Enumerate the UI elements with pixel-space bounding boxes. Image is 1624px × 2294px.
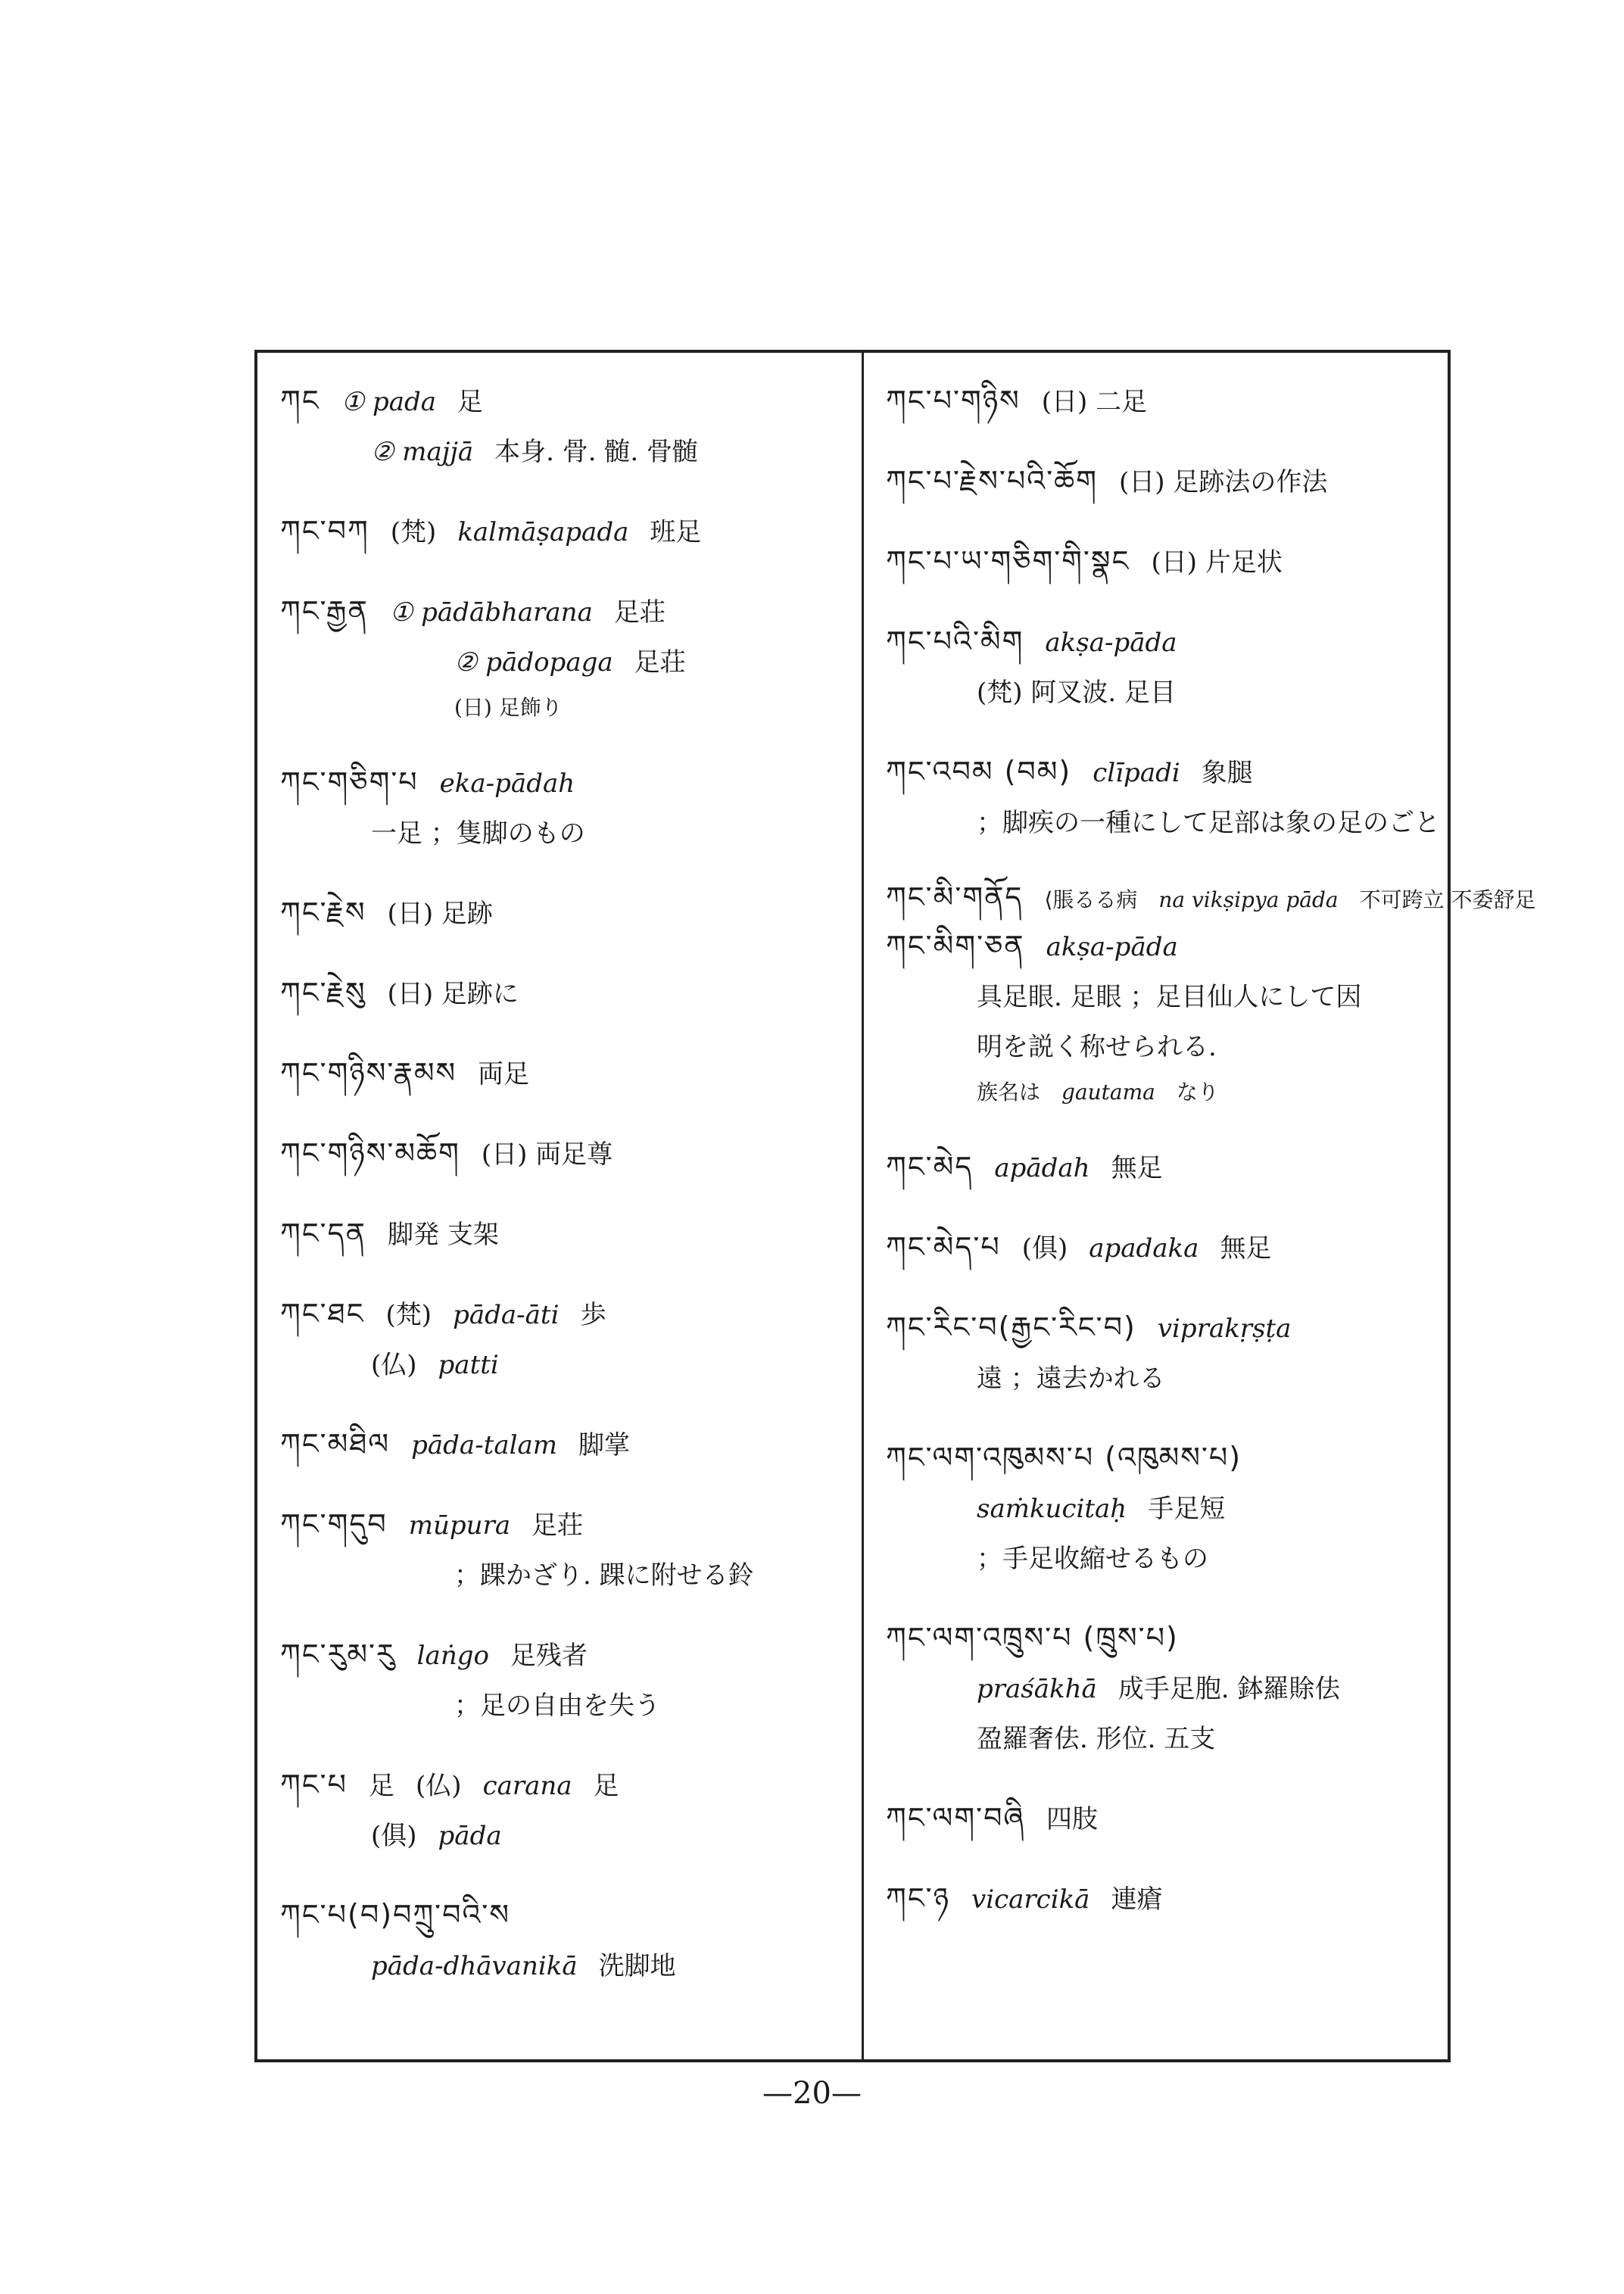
gloss-text: (俱) <box>1021 1233 1068 1264</box>
gloss-text: 足荘 <box>634 647 686 678</box>
tibetan-headword: ཀང་མིག་ཅན <box>886 929 1025 962</box>
entry-headline <box>280 506 844 557</box>
tibetan-headword: ཀང་ལག་བཞི <box>886 1801 1026 1834</box>
dictionary-entry <box>886 1432 1431 1584</box>
dictionary-entry <box>280 1128 844 1180</box>
tibetan-headword: ཀང་རིང་བ(རྒྱང་རིང་བ) <box>886 1311 1136 1344</box>
tibetan-headword: ཀང་པའི་མིག <box>886 625 1024 658</box>
entry-headline <box>886 1873 1431 1925</box>
dictionary-entry <box>280 887 844 939</box>
gloss-text: (梵) <box>390 517 437 547</box>
entry-headline <box>280 1759 844 1811</box>
dictionary-entry <box>280 506 844 557</box>
entry-headline <box>280 1289 844 1340</box>
entry-gloss-line <box>280 427 844 477</box>
gloss-text: 成手足胞. 鉢羅賖佉 <box>1117 1674 1341 1704</box>
dictionary-entry <box>280 1499 844 1601</box>
gloss-text: 四肢 <box>1046 1804 1099 1834</box>
tibetan-headword: ཀང་རུམ་རུ <box>280 1638 396 1671</box>
romanized-term: apadaka <box>1089 1233 1199 1264</box>
dictionary-entry <box>280 376 844 477</box>
entry-headline <box>886 456 1431 507</box>
tibetan-headword: ཀང་པ <box>280 1768 348 1801</box>
gloss-text: 足荘 <box>613 597 665 628</box>
romanized-term: akṣa-pāda <box>1046 932 1178 962</box>
romanized-term: gautama <box>1061 1080 1155 1105</box>
gloss-text: 足 <box>457 387 484 417</box>
romanized-term: ① pada <box>341 387 437 417</box>
romanized-term: carana <box>482 1771 572 1801</box>
gloss-text: 班足 <box>650 517 702 547</box>
entry-gloss-line <box>886 1354 1431 1404</box>
entry-headline <box>280 1629 844 1681</box>
gloss-text: ；踝かざり. 踝に附せる鈴 <box>454 1560 754 1591</box>
dictionary-entry <box>886 536 1431 588</box>
gloss-text: 無足 <box>1220 1233 1272 1264</box>
gloss-text: (日) 足跡法の作法 <box>1119 467 1328 497</box>
tibetan-headword: ཀང་གཉིས་རྣམས <box>280 1056 457 1089</box>
gloss-text: ⟨脹るる病 <box>1044 887 1138 912</box>
romanized-term: clīpadi <box>1093 758 1180 788</box>
entry-headline <box>280 376 844 427</box>
entry-gloss-line <box>280 687 844 728</box>
entry-headline <box>886 1142 1431 1193</box>
tibetan-headword: ཀང་མི་གནོད <box>886 881 1024 914</box>
tibetan-headword: ཀང་པ(བ)བཀྲུ་བའི་ས <box>280 1898 511 1931</box>
entry-gloss-line <box>886 1714 1431 1764</box>
gloss-text: 脚発 支架 <box>388 1220 499 1250</box>
romanized-term: eka-pādah <box>439 768 575 799</box>
entry-gloss-line <box>886 921 1431 972</box>
entry-headline <box>280 586 844 637</box>
entry-headline <box>886 1793 1431 1844</box>
romanized-term: ② majjā <box>371 437 474 467</box>
column-divider <box>862 353 864 2059</box>
tibetan-headword: ཀང་མེད <box>886 1150 974 1183</box>
entry-headline <box>280 1419 844 1470</box>
romanized-term: na vikṣipya pāda <box>1158 887 1339 912</box>
gloss-text: 象腿 <box>1201 758 1253 788</box>
gloss-text: なり <box>1176 1080 1219 1105</box>
entry-headline <box>886 1302 1431 1354</box>
tibetan-headword: ཀང་རྗེས <box>280 896 366 929</box>
entry-gloss-line <box>886 798 1440 848</box>
tibetan-headword: ཀང་བཀ <box>280 514 369 547</box>
tibetan-headword: ཀང་མེད་པ <box>886 1230 1001 1264</box>
gloss-text: 盈羅奢佉. 形位. 五支 <box>977 1724 1216 1754</box>
entry-headline <box>280 1128 844 1180</box>
tibetan-headword: ཀང་པ་གཉིས <box>886 384 1021 417</box>
entry-headline <box>280 887 844 939</box>
dictionary-entry <box>886 1302 1431 1404</box>
dictionary-entry <box>886 1222 1431 1273</box>
dictionary-entry <box>886 456 1431 507</box>
dictionary-entry <box>280 1759 844 1861</box>
gloss-text: 足荘 <box>531 1510 584 1541</box>
gloss-text: (俱) <box>371 1821 417 1851</box>
dictionary-entry <box>280 968 844 1019</box>
right-column <box>886 376 1536 1953</box>
romanized-term: ② pādopaga <box>454 647 613 678</box>
entry-gloss-line <box>280 1681 844 1731</box>
tibetan-headword: ཀང་དན <box>280 1217 367 1250</box>
entry-gloss-line <box>886 1484 1431 1534</box>
tibetan-headword: ཀང་གདུབ <box>280 1507 388 1541</box>
romanized-term: viprakṛṣṭa <box>1157 1314 1292 1344</box>
tibetan-headword: ཀང་པ་རྗེས་པའི་ཆོག <box>886 464 1098 497</box>
romanized-term: laṅgo <box>416 1641 489 1671</box>
gloss-text: 無足 <box>1111 1153 1163 1183</box>
dictionary-entry <box>280 1629 844 1731</box>
tibetan-headword: ཀང་རྒྱན <box>280 594 369 628</box>
gloss-text: 本身. 骨. 髄. 骨髄 <box>494 437 699 467</box>
romanized-term: pāda <box>438 1821 502 1851</box>
entry-gloss-line <box>886 1022 1431 1072</box>
gloss-text: (仏) <box>371 1350 417 1380</box>
gloss-text: (梵) <box>385 1300 432 1330</box>
gloss-text: ；足の自由を失う <box>454 1691 660 1721</box>
dictionary-entry <box>886 376 1431 427</box>
gloss-text: (梵) 阿叉波. 足目 <box>977 678 1176 708</box>
entry-headline <box>886 376 1431 427</box>
gloss-text: 具足眼. 足眼 ；足目仙人にして因 <box>977 982 1362 1012</box>
gloss-text: (日) 両足尊 <box>481 1139 613 1170</box>
entry-headline <box>280 1208 844 1260</box>
tibetan-headword: ཀང <box>280 384 320 417</box>
entry-gloss-line <box>280 637 844 687</box>
gloss-text: 族名は <box>977 1080 1041 1105</box>
entry-headline <box>886 536 1431 588</box>
entry-gloss-line <box>886 1664 1431 1714</box>
entry-gloss-line <box>886 668 1431 718</box>
entry-headline <box>886 1222 1431 1273</box>
entry-gloss-line <box>280 1340 844 1390</box>
dictionary-entry <box>280 586 844 728</box>
gloss-text: ；脚疾の一種にして足部は象の足のごと <box>977 808 1440 838</box>
gloss-text: 不可跨立 不委舒足 <box>1359 887 1536 912</box>
entry-headline <box>886 616 1431 668</box>
dictionary-entry <box>886 1873 1431 1925</box>
dictionary-entry <box>280 1048 844 1099</box>
gloss-text: 足残者 <box>510 1641 588 1671</box>
tibetan-headword: ཀང་པ་ཡ་གཅིག་གི་སྣང <box>886 544 1130 578</box>
entry-headline <box>280 757 844 809</box>
gloss-text: (日) 足跡 <box>387 899 493 929</box>
left-column <box>280 376 844 2020</box>
tibetan-headword: ཀང་ལག་འཁུམས་པ (འཁུམས་པ) <box>886 1441 1242 1474</box>
tibetan-headword: ཀང་གཉིས་མཆོག <box>280 1136 460 1170</box>
gloss-text: (日) 足跡に <box>387 979 519 1009</box>
gloss-text: 脚掌 <box>578 1430 631 1460</box>
page-number: —20— <box>762 2076 862 2111</box>
entry-headline <box>886 1432 1431 1484</box>
entry-headline <box>280 1499 844 1551</box>
gloss-text: 明を説く称せられる. <box>977 1032 1217 1062</box>
romanized-term: praśākhā <box>977 1674 1097 1704</box>
entry-headline <box>886 1613 1431 1664</box>
dictionary-page-frame <box>254 350 1536 2062</box>
dictionary-entry <box>886 746 1440 848</box>
tibetan-headword: ཀང་རྗེསུ <box>280 976 366 1009</box>
entry-gloss-line <box>280 1551 844 1601</box>
gloss-text: 遠 ；遠去かれる <box>977 1364 1165 1394</box>
entry-gloss-line <box>280 1941 844 1991</box>
entry-headline <box>280 1890 844 1941</box>
dictionary-entry <box>886 877 1536 1113</box>
gloss-text: 一足 ；隻脚のもの <box>371 818 585 849</box>
gloss-text: 足 <box>593 1771 619 1801</box>
gloss-text: (仏) <box>416 1771 462 1801</box>
tibetan-headword: ཀང་ལག་འཁྲུས་པ (ཁྲུས་པ) <box>886 1621 1179 1654</box>
tibetan-headword: ཀང་ཉ <box>886 1881 950 1915</box>
dictionary-entry <box>280 1208 844 1260</box>
tibetan-headword: ཀང་ཐང <box>280 1297 365 1330</box>
romanized-term: vicarcikā <box>971 1884 1090 1915</box>
gloss-text: (日) 二足 <box>1041 387 1148 417</box>
gloss-text: 洗脚地 <box>598 1951 676 1981</box>
romanized-term: pāda-talam <box>411 1430 558 1460</box>
entry-headline <box>280 1048 844 1099</box>
romanized-term: akṣa-pāda <box>1045 628 1177 658</box>
gloss-text: 両足 <box>478 1059 530 1089</box>
romanized-term: patti <box>438 1350 499 1380</box>
romanized-term: apādah <box>994 1153 1090 1183</box>
dictionary-entry <box>886 616 1431 718</box>
tibetan-headword: ཀང་འབམ (བམ) <box>886 755 1072 788</box>
entry-headline <box>886 877 1536 921</box>
romanized-term: ① pādābharana <box>389 597 593 628</box>
romanized-term: saṁkucitaḥ <box>977 1494 1127 1524</box>
entry-headline <box>280 968 844 1019</box>
tibetan-headword: ཀང་གཅིག་པ <box>280 765 419 799</box>
dictionary-entry <box>280 757 844 859</box>
gloss-text: 連瘡 <box>1111 1884 1163 1915</box>
gloss-text: ；手足收縮せるもの <box>977 1544 1208 1574</box>
romanized-term: pāda-āti <box>453 1300 560 1330</box>
tibetan-headword: ཀང་མཐིལ <box>280 1427 391 1460</box>
entry-gloss-line <box>280 809 844 859</box>
romanized-term: pāda-dhāvanikā <box>371 1951 578 1981</box>
dictionary-entry <box>886 1793 1431 1844</box>
dictionary-entry <box>280 1890 844 1991</box>
dictionary-entry <box>886 1613 1431 1764</box>
gloss-text: 足 <box>369 1771 395 1801</box>
romanized-term: mūpura <box>408 1510 511 1541</box>
entry-gloss-line <box>886 1534 1431 1584</box>
dictionary-entry <box>280 1419 844 1470</box>
entry-headline <box>886 746 1431 798</box>
dictionary-entry <box>886 1142 1431 1193</box>
gloss-text: (日) 片足状 <box>1151 547 1283 578</box>
entry-gloss-line <box>886 1072 1431 1113</box>
entry-gloss-line <box>280 1811 844 1861</box>
gloss-text: (日) 足飾り <box>454 695 563 720</box>
dictionary-entry <box>280 1289 844 1390</box>
romanized-term: kalmāṣapada <box>457 517 629 547</box>
gloss-text: 手足短 <box>1148 1494 1226 1524</box>
gloss-text: 歩 <box>580 1300 606 1330</box>
entry-gloss-line <box>886 972 1431 1022</box>
